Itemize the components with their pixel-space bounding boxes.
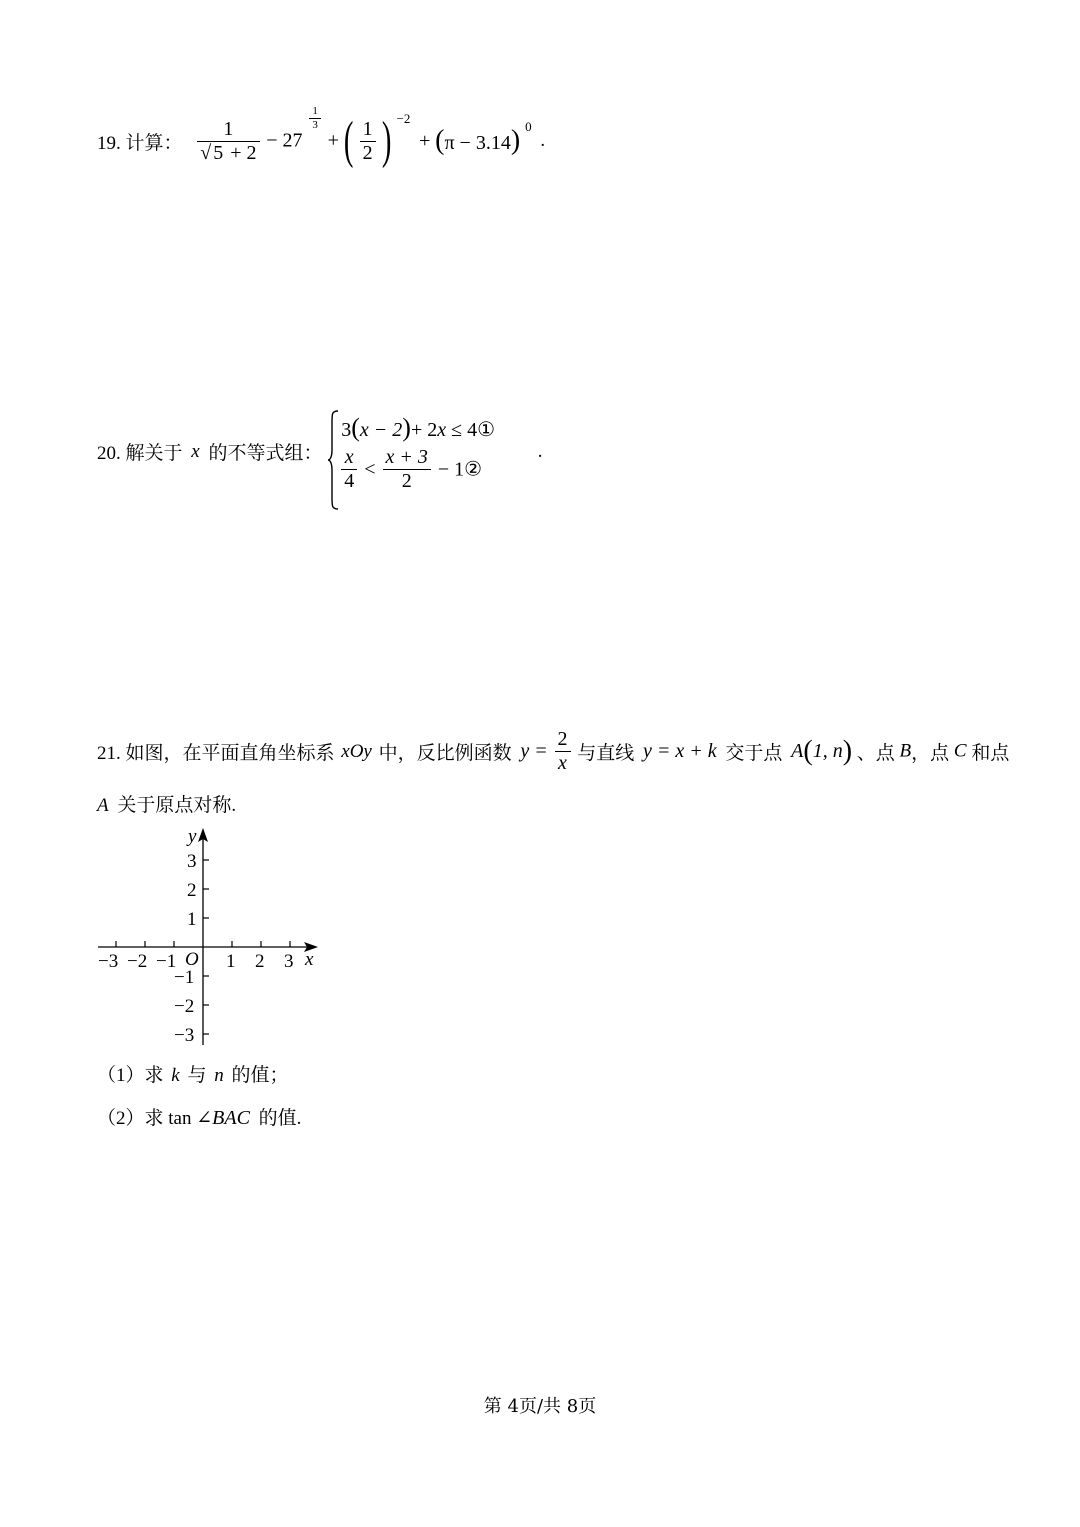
fraction-x-plus-3-over-2: $\frac{x + 3}{2}$ — [383, 446, 431, 493]
plus-sign-2: + — [419, 129, 431, 152]
fraction-2-over-x: $\frac{2}{x}$ — [555, 728, 571, 775]
period-19: . — [540, 130, 546, 151]
x-tick-label: 2 — [255, 951, 265, 972]
x-tick-label: −1 — [156, 951, 177, 972]
fraction-one-over-sqrt5-plus-2: $\frac{1}{√ 5 + 2}$ — [197, 118, 259, 165]
question-21-sub-2: （2）求 tan ∠BAC 的值. — [97, 1107, 302, 1129]
x-tick-label: 1 — [226, 951, 236, 972]
left-brace — [327, 410, 339, 510]
question-19-label: 19. 计算： — [97, 132, 183, 154]
plus-sign-1: + — [327, 129, 339, 152]
inequality-system — [327, 410, 495, 493]
y-tick-label: −1 — [174, 967, 195, 988]
x-axis-label: x — [305, 949, 314, 970]
question-21-line-1: 21. 如图，在平面直角坐标系 xOy 中，反比例函数 y = $\frac{2}{x}$ 与直线 y = x + k 交于点 A(1, n) 、点 B，点 C 和点 — [97, 728, 1010, 774]
question-21-label: 21. 如图，在平面直角坐标系 — [97, 743, 335, 764]
x-tick-label: −2 — [127, 951, 148, 972]
question-20-label-rest: 的不等式组： — [208, 443, 323, 465]
exponent-neg2: −2 — [396, 111, 411, 127]
left-paren-1: ( — [343, 112, 354, 169]
inequality-2: $\frac{x}{4}$ < $\frac{x + 3}{2}$ − 1② — [341, 446, 495, 493]
question-21-line-2: A 关于原点对称. — [97, 795, 237, 816]
y-tick-label: −2 — [174, 996, 195, 1017]
minus-27: − 27 — [266, 129, 303, 152]
period-20: . — [537, 440, 543, 462]
question-21-sub-1: （1）求 k 与 n 的值； — [97, 1065, 289, 1086]
fraction-x-over-4: $\frac{x}{4}$ — [341, 446, 357, 493]
y-tick-label: 1 — [187, 909, 197, 930]
exponent-zero: 0 — [525, 119, 532, 135]
y-tick-label: 3 — [187, 851, 197, 872]
x-tick-label: 3 — [284, 951, 294, 972]
question-20-label: 20. 解关于 — [97, 443, 183, 465]
question-20 — [97, 410, 543, 493]
coordinate-axes-figure — [90, 820, 330, 1055]
sqrt-symbol: √ 5 — [200, 141, 224, 164]
xoy-label: xOy — [341, 740, 372, 762]
right-paren-1: ) — [382, 112, 392, 169]
y-tick-label: 2 — [187, 880, 197, 901]
inequality-1: 3(x − 2)+ 2x ≤ 4① — [341, 413, 496, 442]
origin-label: O — [185, 949, 199, 970]
fraction-one-half: $\frac{1}{2}$ — [360, 118, 376, 165]
y-axis-label: y — [188, 826, 197, 847]
variable-x: x — [191, 440, 200, 462]
question-19 — [97, 105, 546, 169]
y-tick-label: −3 — [174, 1025, 195, 1046]
exponent-one-third: $\frac{1}{3}$ — [309, 105, 321, 131]
x-tick-label: −3 — [98, 951, 119, 972]
page-footer: 第 4页/共 8页 — [483, 1396, 597, 1417]
pi-expression: (π − 3.14) — [435, 125, 521, 156]
